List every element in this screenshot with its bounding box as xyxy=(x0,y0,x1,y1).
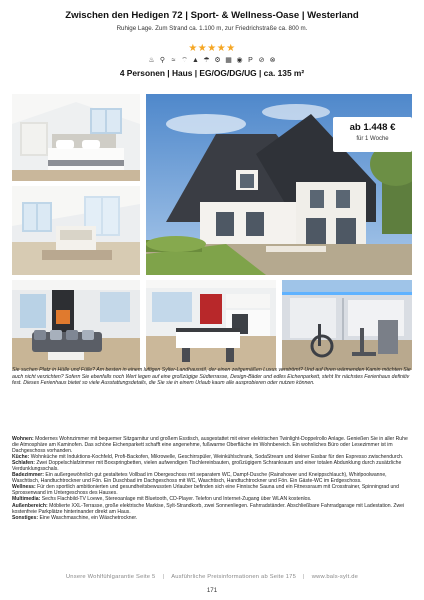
star-rating: ★★★★★ xyxy=(188,43,236,54)
detail-schlafen xyxy=(12,460,414,472)
detail-label: Badezimmer: xyxy=(12,472,44,479)
intro-paragraph: Sie suchen Platz in Hülle und Fülle? Am besten in einem luftigen Sylter-Landhausstil, der einen zeitgemäßen Luxus verströmt? Und auf Ihren wärmenden Kamin möchten Sie auch nicht verzichten? Sofern Sie ebenfalls noch Wert legen auf eine großzügige Südterrasse, Design-Bäder und edles Eichenparkett, steht Ihr nächstes Ferienhaus definitiv fest. Dieses Ferienhaus bietet so viele Ausstattungsdetails, die Sie sie in einem Urlaub kaum alle ausprobieren oder nutzen können. xyxy=(12,367,411,386)
price-badge xyxy=(333,117,412,152)
detail-label: Wohnen: xyxy=(12,436,34,442)
footer-price-info-link[interactable]: Ausführliche Preisinformationen ab Seite 175 xyxy=(171,574,296,580)
detail-wohnen xyxy=(12,436,414,454)
page-footer: Unsere Wohlfühlgarantie Seite 5 | Ausführliche Preisinformationen ab Seite 175 | www.bals-sylt.de xyxy=(65,574,359,580)
garden-terrace-photo xyxy=(12,186,140,275)
detail-label: Multimedia: xyxy=(12,496,41,503)
no-smoking-icon: ⊗ xyxy=(269,57,276,64)
price-period: für 1 Woche xyxy=(356,136,389,142)
fitness-icon: ⚲ xyxy=(159,57,166,64)
price-amount: ab 1.448 € xyxy=(349,122,396,133)
detail-text: Zwei Doppelschlafzimmer mit Boxspringbetten, vielen aufwendigen Tischlereinbauten, großzügigem Schrankraum und einer totalen Abdunklung durch zusätzliche Verdunklungsschals. xyxy=(12,460,402,473)
detail-text: Sechs Flachbild-TV Loewe, Stereoanlage mit Bluetooth, CD-Player. Telefon und Internet-Zugang über WLAN kostenlos. xyxy=(41,496,312,503)
property-facts: 4 Personen | Haus | EG/OG/DG/UG | ca. 135 m² xyxy=(119,68,305,78)
wifi-icon: ⌔ xyxy=(181,57,188,64)
detail-text: Ein außergewöhnlich gut gestaltetes Vollbad im Obergeschoss mit separatem WC, Dampf-Dusche (Rainshower und Kneippschlauch), Whirlpoolwanne, Waschtisch, Handtuchtrockner und Fön. Ein Duschbad im Dachgeschoss mit WC, Waschtisch, Handtuchtrockner und Fön. Ein Gäste-WC im Erdgeschoss. xyxy=(12,472,387,485)
detail-label: Sonstiges: xyxy=(12,514,39,521)
sauna-icon: ♨ xyxy=(148,57,155,64)
footer-website-link[interactable]: www.bals-sylt.de xyxy=(311,574,359,580)
detail-badezimmer xyxy=(12,472,414,484)
parking-icon: P xyxy=(248,57,253,64)
page-number: 171 xyxy=(206,587,218,594)
amenity-icon-row xyxy=(0,57,424,65)
detail-text: Für den sportlich ambitionierten und gesundheitsbewussten Urlauber befinden sich eine Finnische Sauna und ein Fitnessraum mit Crosstrainer, Spinningrad und Sprossenwand im Untergeschoss des Hauses. xyxy=(12,484,399,497)
detail-text: Wohnküche mit Induktions-Kochfeld, Profi-Backofen, Mikrowelle, Geschirrspüler, Weinkühlschrank, SodaStream und kleiner Essbar für den Espresso zwischendurch. xyxy=(30,454,404,461)
detail-sonstiges xyxy=(12,515,414,521)
property-details xyxy=(12,436,414,521)
bedroom-photo xyxy=(12,94,140,181)
fireplace-icon: ▲ xyxy=(192,57,199,64)
bicycle-icon: ⚙ xyxy=(214,57,221,64)
whirlpool-icon: ≈ xyxy=(171,57,176,64)
page-title: Zwischen den Hedigen 72 | Sport- & Wellness-Oase | Westerland xyxy=(65,10,359,21)
terrace-icon: ☂ xyxy=(203,57,210,64)
dishwasher-icon: ▦ xyxy=(225,57,232,64)
detail-text: Möblierte XXL-Terrasse, große elektrische Markise, Sylt-Strandkorb, zwei Sonnenliegen. Fahrradständer. Abschließbare Fahrradgarage mit Ladestation. Zwei kostenfreie Parkplätze hinterinander direkt am Haus. xyxy=(12,502,405,515)
fitness-room-photo xyxy=(282,280,412,370)
detail-text: Eine Waschmaschine, ein Wäschetrockner. xyxy=(39,514,138,521)
location-subtitle: Ruhige Lage. Zum Strand ca. 1.100 m, zur Friedrichstraße ca. 800 m. xyxy=(116,25,308,32)
detail-wellness xyxy=(12,484,414,496)
living-room-photo xyxy=(12,280,140,370)
detail-label: Wellness: xyxy=(12,484,36,491)
footer-guarantee-link[interactable]: Unsere Wohlfühlgarantie Seite 5 xyxy=(65,574,156,580)
washer-icon: ◉ xyxy=(236,57,243,64)
kitchen-photo xyxy=(146,280,276,370)
detail-label: Schlafen: xyxy=(12,460,35,467)
detail-label: Außenbereich: xyxy=(12,502,48,509)
detail-aussenbereich xyxy=(12,503,414,515)
detail-label: Küche: xyxy=(12,454,30,461)
no-pets-icon: ⊘ xyxy=(258,57,265,64)
detail-text: Modernes Wohnzimmer mit bequemer Sitzgarnitur und großem Esstisch, ausgestattet mit einer elektrischen Twinlight-Doppelrollo Anlage. Genießen Sie in aller Ruhe die Atmosphäre am Kaminofen. Das schöne Eichenparkett schafft eine angenehme, fußwarme Oberfläche im Wohnbereich. Ein wohnliches Büro oder Lesezimmer ist im Dachgeschoss vorhanden. xyxy=(12,436,408,455)
